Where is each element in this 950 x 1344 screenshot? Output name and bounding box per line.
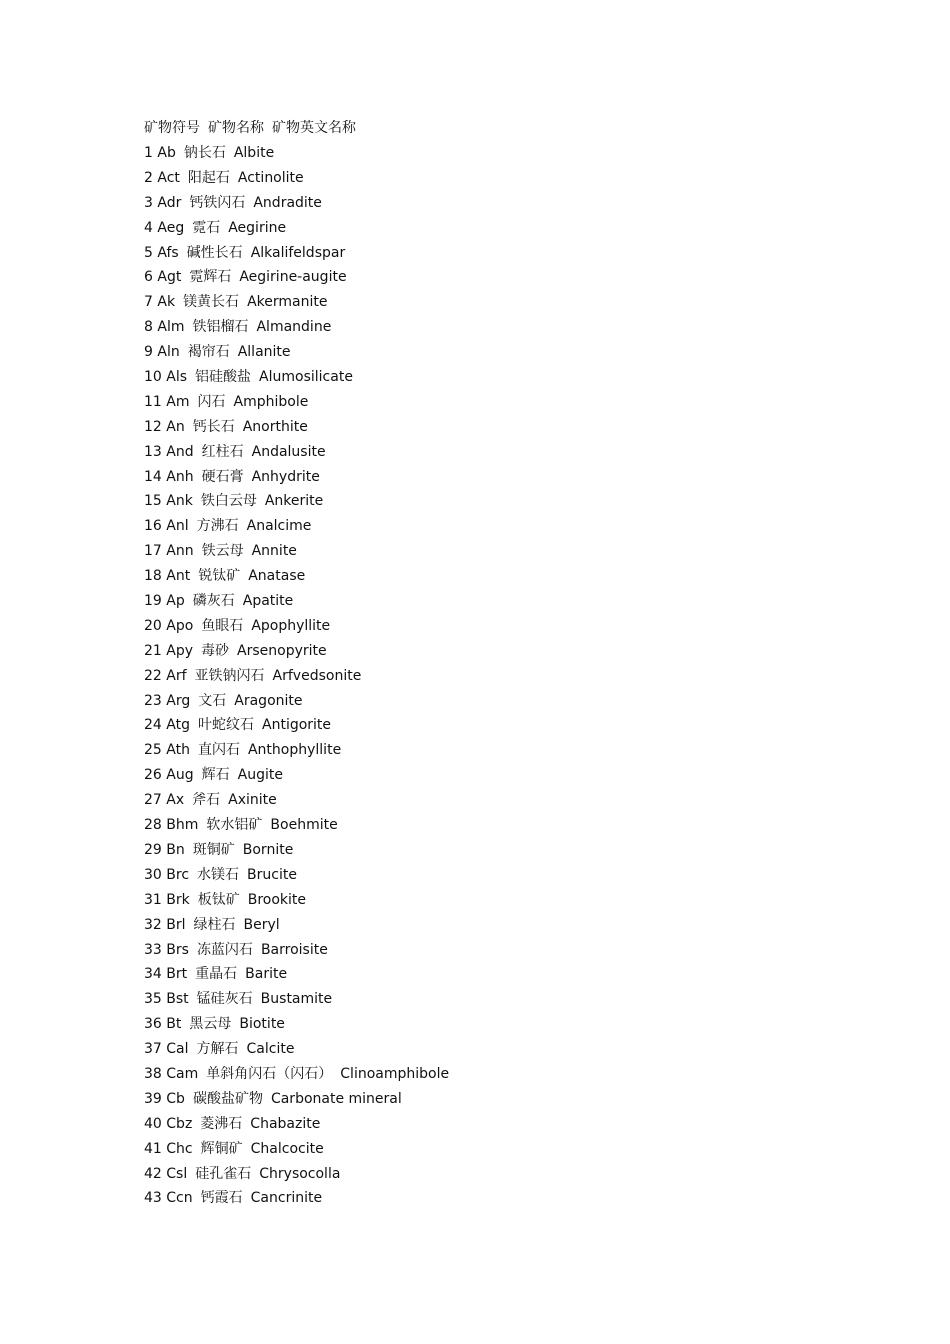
mineral-chinese-name: 鱼眼石 <box>201 617 244 634</box>
mineral-symbol: Atg <box>166 717 190 734</box>
mineral-number: 39 <box>144 1090 162 1107</box>
list-item <box>144 938 904 963</box>
mineral-chinese-name: 钙铁闪石 <box>189 194 246 211</box>
mineral-english-name: Almandine <box>256 319 332 336</box>
list-item <box>144 689 904 714</box>
list-item <box>144 1087 904 1112</box>
list-item <box>144 763 904 788</box>
mineral-symbol: Arf <box>166 667 187 684</box>
mineral-symbol: Brc <box>166 866 190 883</box>
list-item <box>144 838 904 863</box>
list-item <box>144 1137 904 1162</box>
mineral-chinese-name: 阳起石 <box>187 169 230 186</box>
mineral-english-name: Anhydrite <box>251 468 320 485</box>
mineral-chinese-name: 亚铁钠闪石 <box>194 667 265 684</box>
mineral-chinese-name: 板钛矿 <box>197 891 240 908</box>
mineral-symbol: Bn <box>166 841 185 858</box>
mineral-symbol: An <box>166 418 185 435</box>
mineral-chinese-name: 钙霞石 <box>200 1190 243 1207</box>
mineral-chinese-name: 铁铝榴石 <box>192 319 249 336</box>
mineral-number: 10 <box>144 369 162 386</box>
mineral-chinese-name: 磷灰石 <box>192 593 235 610</box>
list-item <box>144 1186 904 1211</box>
mineral-english-name: Andalusite <box>251 443 326 460</box>
mineral-english-name: Cancrinite <box>250 1190 323 1207</box>
mineral-number: 28 <box>144 817 162 834</box>
mineral-english-name: Allanite <box>237 344 291 361</box>
mineral-english-name: Barite <box>245 966 288 983</box>
mineral-symbol: Aug <box>166 767 194 784</box>
list-item <box>144 1162 904 1187</box>
mineral-english-name: Bustamite <box>260 991 333 1008</box>
list-item <box>144 913 904 938</box>
mineral-symbol: Bt <box>166 1016 182 1033</box>
mineral-symbol: Ak <box>157 294 176 311</box>
mineral-symbol: Cb <box>166 1090 185 1107</box>
mineral-number: 21 <box>144 642 162 659</box>
mineral-english-name: Carbonate mineral <box>270 1090 402 1107</box>
mineral-number: 34 <box>144 966 162 983</box>
mineral-chinese-name: 叶蛇纹石 <box>198 717 254 734</box>
mineral-number: 8 <box>144 319 153 336</box>
mineral-english-name: Ankerite <box>264 493 324 510</box>
mineral-chinese-name: 锐钛矿 <box>198 568 241 585</box>
mineral-number: 37 <box>144 1041 162 1058</box>
mineral-english-name: Albite <box>233 145 275 161</box>
mineral-english-name: Clinoamphibole <box>340 1065 450 1082</box>
mineral-number: 41 <box>144 1140 162 1157</box>
mineral-symbol: Ab <box>157 145 176 161</box>
list-item <box>144 713 904 738</box>
mineral-number: 12 <box>144 418 162 435</box>
mineral-symbol: Chc <box>166 1140 193 1157</box>
mineral-list <box>144 115 904 1211</box>
mineral-english-name: Bornite <box>242 841 294 858</box>
mineral-english-name: Arsenopyrite <box>237 642 327 659</box>
mineral-chinese-name: 碱性长石 <box>186 244 243 261</box>
list-item <box>144 1062 904 1087</box>
list-item <box>144 539 904 564</box>
mineral-number: 14 <box>144 468 162 485</box>
mineral-chinese-name: 霓石 <box>192 219 221 236</box>
mineral-chinese-name: 绿柱石 <box>193 916 236 933</box>
list-item <box>144 290 904 315</box>
mineral-symbol: Ank <box>166 493 193 510</box>
mineral-chinese-name: 斧石 <box>192 792 221 809</box>
list-item <box>144 813 904 838</box>
mineral-number: 5 <box>144 244 153 261</box>
mineral-chinese-name: 铝硅酸盐 <box>195 369 252 386</box>
mineral-number: 19 <box>144 593 162 610</box>
mineral-chinese-name: 硅孔雀石 <box>195 1165 252 1182</box>
mineral-symbol: Brk <box>166 891 190 908</box>
mineral-number: 32 <box>144 916 162 933</box>
mineral-chinese-name: 毒砂 <box>201 642 230 659</box>
list-item <box>144 440 904 465</box>
mineral-chinese-name: 辉铜矿 <box>200 1140 243 1157</box>
mineral-number: 1 <box>144 145 153 161</box>
mineral-symbol: Afs <box>157 244 179 261</box>
list-item <box>144 390 904 415</box>
mineral-number: 20 <box>144 617 162 634</box>
mineral-chinese-name: 红柱石 <box>201 443 244 460</box>
mineral-chinese-name: 文石 <box>198 692 227 709</box>
list-item <box>144 614 904 639</box>
mineral-english-name: Apatite <box>242 593 294 610</box>
list-item <box>144 216 904 241</box>
mineral-english-name: Amphibole <box>233 393 309 410</box>
mineral-chinese-name: 直闪石 <box>197 742 240 759</box>
mineral-english-name: Aragonite <box>234 692 303 709</box>
mineral-number: 11 <box>144 393 162 410</box>
mineral-number: 18 <box>144 568 162 585</box>
mineral-english-name: Calcite <box>246 1041 295 1058</box>
mineral-symbol: Brl <box>166 916 186 933</box>
mineral-number: 17 <box>144 543 162 560</box>
mineral-symbol: Ccn <box>166 1190 193 1207</box>
mineral-rows <box>144 141 904 1211</box>
mineral-english-name: Apophyllite <box>251 617 331 634</box>
mineral-english-name: Actinolite <box>237 169 304 186</box>
list-header <box>144 115 904 141</box>
list-item <box>144 863 904 888</box>
mineral-chinese-name: 硬石膏 <box>201 468 244 485</box>
mineral-chinese-name: 菱沸石 <box>200 1115 243 1132</box>
list-item <box>144 365 904 390</box>
mineral-chinese-name: 褐帘石 <box>187 344 230 361</box>
mineral-number: 2 <box>144 169 153 186</box>
mineral-number: 27 <box>144 792 162 809</box>
list-item <box>144 564 904 589</box>
mineral-english-name: Analcime <box>246 518 312 535</box>
mineral-english-name: Chrysocolla <box>259 1165 341 1182</box>
mineral-symbol: Bhm <box>166 817 199 834</box>
mineral-english-name: Aegirine <box>228 219 287 236</box>
mineral-english-name: Barroisite <box>260 941 328 958</box>
mineral-chinese-name: 碳酸盐矿物 <box>192 1090 263 1107</box>
list-item <box>144 788 904 813</box>
list-item <box>144 141 904 166</box>
mineral-number: 25 <box>144 742 162 759</box>
mineral-number: 42 <box>144 1165 162 1182</box>
mineral-symbol: Am <box>166 393 190 410</box>
mineral-english-name: Beryl <box>243 916 280 933</box>
mineral-english-name: Aegirine-augite <box>239 269 347 286</box>
mineral-number: 35 <box>144 991 162 1008</box>
mineral-symbol: Agt <box>157 269 182 286</box>
mineral-number: 23 <box>144 692 162 709</box>
mineral-chinese-name: 水镁石 <box>197 866 240 883</box>
mineral-symbol: Bst <box>166 991 189 1008</box>
mineral-number: 24 <box>144 717 162 734</box>
mineral-symbol: Act <box>157 169 180 186</box>
mineral-english-name: Brucite <box>247 866 297 883</box>
mineral-symbol: Ath <box>166 742 190 759</box>
mineral-number: 26 <box>144 767 162 784</box>
mineral-english-name: Brookite <box>247 891 307 908</box>
mineral-chinese-name: 锰硅灰石 <box>196 991 253 1008</box>
list-item <box>144 1037 904 1062</box>
mineral-symbol: Brt <box>166 966 188 983</box>
mineral-number: 3 <box>144 194 153 211</box>
mineral-symbol: Ann <box>166 543 194 560</box>
mineral-english-name: Alkalifeldspar <box>250 244 346 261</box>
mineral-english-name: Biotite <box>239 1016 285 1033</box>
mineral-number: 16 <box>144 518 162 535</box>
mineral-chinese-name: 软水铝矿 <box>206 817 263 834</box>
mineral-english-name: Anorthite <box>242 418 308 435</box>
list-item <box>144 315 904 340</box>
mineral-english-name: Alumosilicate <box>259 369 353 386</box>
list-item <box>144 340 904 365</box>
mineral-english-name: Anthophyllite <box>247 742 342 759</box>
mineral-chinese-name: 铁白云母 <box>200 493 257 510</box>
mineral-english-name: Akermanite <box>247 294 328 311</box>
mineral-number: 13 <box>144 443 162 460</box>
mineral-symbol: Ant <box>166 568 191 585</box>
mineral-number: 36 <box>144 1016 162 1033</box>
list-item <box>144 589 904 614</box>
mineral-chinese-name: 钠长石 <box>183 145 226 161</box>
header-english: 矿物英文名称 <box>272 120 356 136</box>
header-name: 矿物名称 <box>208 120 264 136</box>
list-item <box>144 639 904 664</box>
mineral-number: 7 <box>144 294 153 311</box>
mineral-symbol: And <box>166 443 194 460</box>
mineral-number: 30 <box>144 866 162 883</box>
mineral-symbol: Brs <box>166 941 189 958</box>
mineral-chinese-name: 铁云母 <box>201 543 244 560</box>
mineral-symbol: Cam <box>166 1065 199 1082</box>
list-item <box>144 738 904 763</box>
mineral-chinese-name: 重晶石 <box>195 966 238 983</box>
list-item <box>144 1012 904 1037</box>
mineral-chinese-name: 辉石 <box>201 767 230 784</box>
mineral-symbol: Apy <box>166 642 194 659</box>
mineral-number: 4 <box>144 219 153 236</box>
mineral-chinese-name: 方解石 <box>196 1041 239 1058</box>
mineral-symbol: Anl <box>166 518 189 535</box>
mineral-number: 43 <box>144 1190 162 1207</box>
list-item <box>144 1112 904 1137</box>
mineral-number: 9 <box>144 344 153 361</box>
mineral-english-name: Augite <box>237 767 283 784</box>
mineral-chinese-name: 闪石 <box>197 393 226 410</box>
list-item <box>144 514 904 539</box>
mineral-symbol: Cbz <box>166 1115 193 1132</box>
mineral-symbol: Arg <box>166 692 191 709</box>
mineral-chinese-name: 单斜角闪石（闪石） <box>206 1065 333 1082</box>
mineral-chinese-name: 镁黄长石 <box>183 294 240 311</box>
mineral-symbol: Csl <box>166 1165 188 1182</box>
mineral-symbol: Apo <box>166 617 194 634</box>
mineral-symbol: Adr <box>157 194 182 211</box>
list-item <box>144 465 904 490</box>
mineral-english-name: Chabazite <box>250 1115 321 1132</box>
mineral-symbol: Aeg <box>157 219 185 236</box>
mineral-symbol: Aln <box>157 344 180 361</box>
mineral-chinese-name: 斑铜矿 <box>192 841 235 858</box>
list-item <box>144 962 904 987</box>
mineral-number: 38 <box>144 1065 162 1082</box>
mineral-number: 6 <box>144 269 153 286</box>
list-item <box>144 191 904 216</box>
list-item <box>144 265 904 290</box>
mineral-symbol: Ap <box>166 593 185 610</box>
list-item <box>144 664 904 689</box>
mineral-number: 40 <box>144 1115 162 1132</box>
mineral-symbol: Cal <box>166 1041 189 1058</box>
mineral-symbol: Anh <box>166 468 194 485</box>
mineral-chinese-name: 钙长石 <box>192 418 235 435</box>
list-item <box>144 415 904 440</box>
mineral-symbol: Ax <box>166 792 185 809</box>
mineral-english-name: Chalcocite <box>250 1140 324 1157</box>
mineral-number: 22 <box>144 667 162 684</box>
mineral-english-name: Antigorite <box>262 717 332 734</box>
mineral-chinese-name: 方沸石 <box>196 518 239 535</box>
mineral-chinese-name: 冻蓝闪石 <box>196 941 253 958</box>
mineral-number: 15 <box>144 493 162 510</box>
mineral-english-name: Annite <box>251 543 297 560</box>
mineral-symbol: Alm <box>157 319 185 336</box>
list-item <box>144 241 904 266</box>
mineral-english-name: Boehmite <box>270 817 338 834</box>
mineral-english-name: Anatase <box>248 568 306 585</box>
list-item <box>144 166 904 191</box>
mineral-english-name: Arfvedsonite <box>272 667 362 684</box>
list-item <box>144 888 904 913</box>
list-item <box>144 987 904 1012</box>
mineral-number: 31 <box>144 891 162 908</box>
mineral-chinese-name: 黑云母 <box>189 1016 232 1033</box>
mineral-english-name: Axinite <box>228 792 277 809</box>
mineral-english-name: Andradite <box>253 194 322 211</box>
list-item <box>144 489 904 514</box>
header-symbol: 矿物符号 <box>144 120 200 136</box>
mineral-chinese-name: 霓辉石 <box>189 269 232 286</box>
mineral-number: 33 <box>144 941 162 958</box>
mineral-number: 29 <box>144 841 162 858</box>
mineral-symbol: Als <box>166 369 188 386</box>
